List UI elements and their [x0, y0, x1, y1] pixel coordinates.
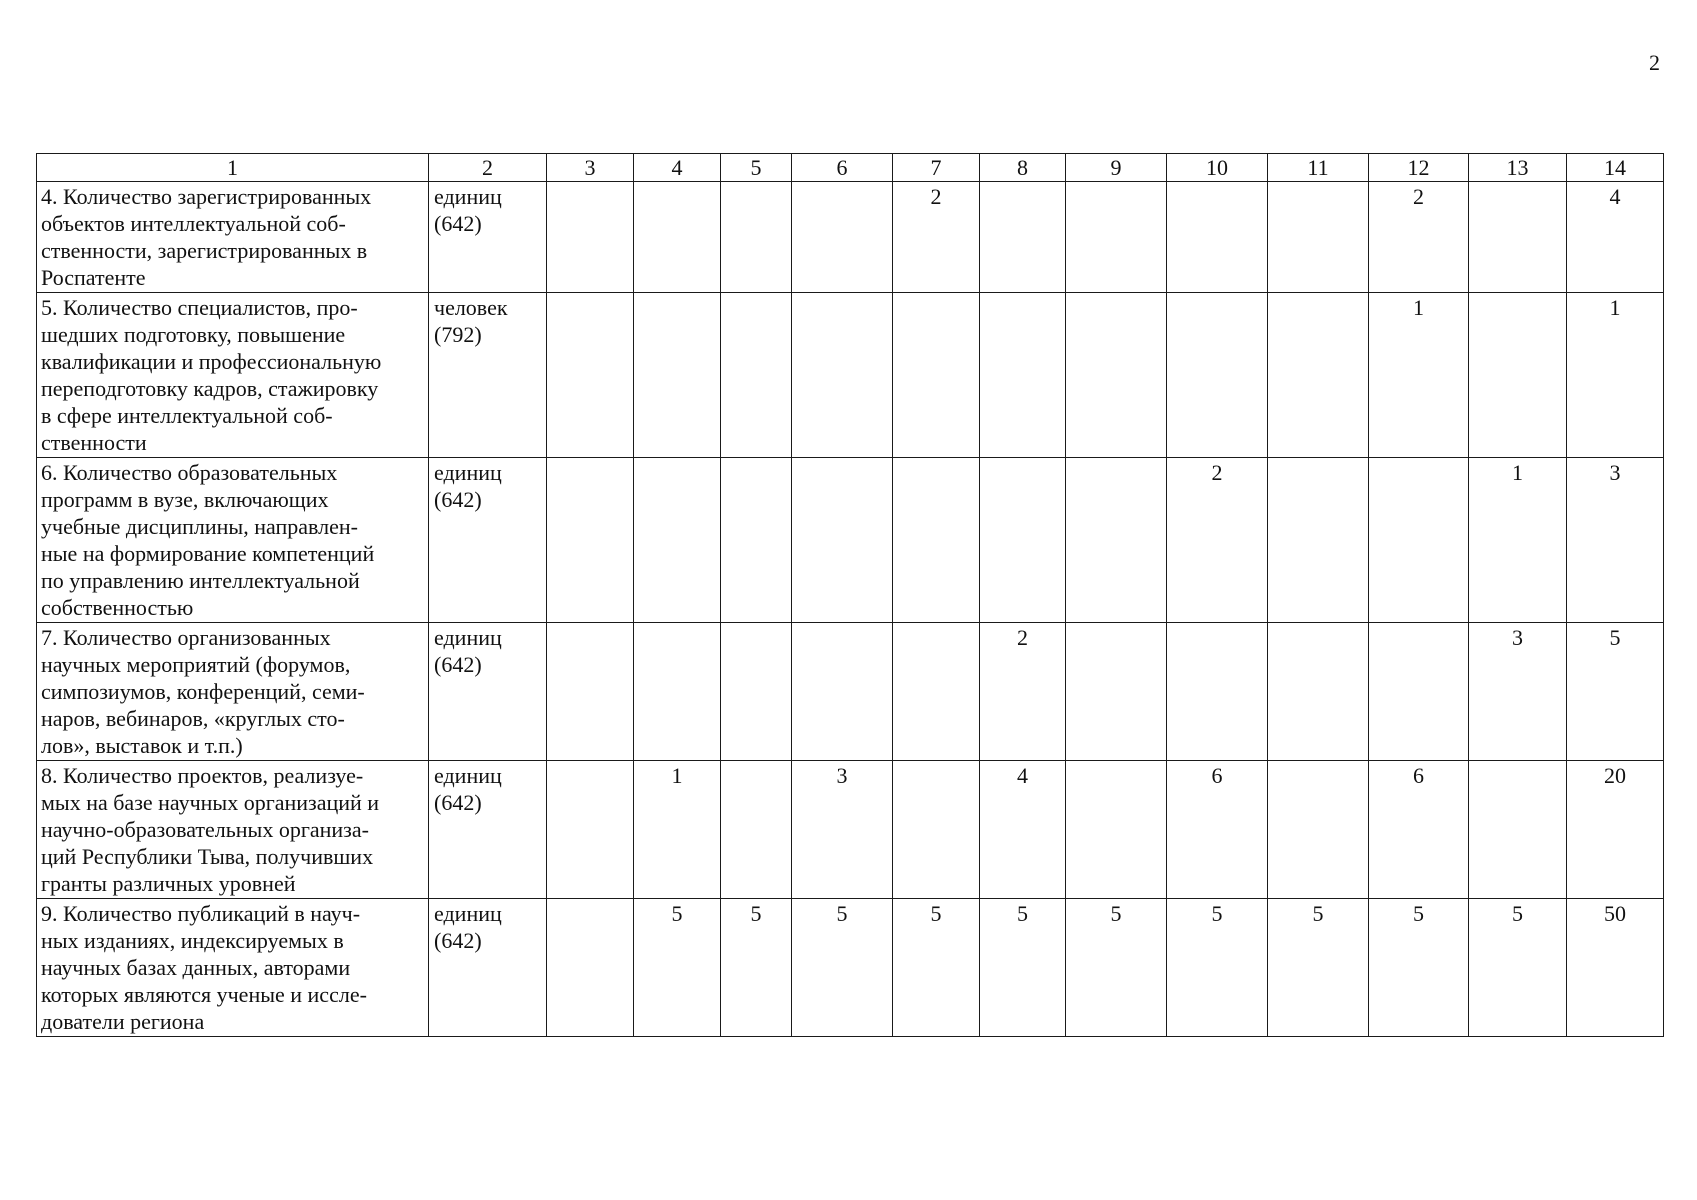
- indicator-name-line: переподготовку кадров, стажировку: [41, 376, 379, 401]
- indicator-name-line: ные на формирование компетенций: [41, 541, 375, 566]
- unit-cell: [429, 623, 547, 761]
- value-cell: [893, 293, 980, 458]
- value-cell: 2: [980, 623, 1066, 761]
- value-cell: 5: [721, 899, 792, 1037]
- indicator-name-line: научных базах данных, авторами: [41, 955, 351, 980]
- unit-label: единиц: [434, 763, 502, 788]
- indicator-name-line: квалификации и профессиональную: [41, 349, 382, 374]
- value-cell: 5: [1066, 899, 1167, 1037]
- value-cell: [980, 293, 1066, 458]
- table-row: [37, 182, 1664, 293]
- value-cell: 2: [893, 182, 980, 293]
- header-row: [37, 154, 1664, 182]
- total-cell: 3: [1567, 458, 1664, 623]
- value-cell: 1: [634, 761, 721, 899]
- unit-label: единиц: [434, 460, 502, 485]
- total-cell: 50: [1567, 899, 1664, 1037]
- value-cell: 5: [1369, 899, 1469, 1037]
- column-header: 2: [429, 154, 547, 182]
- value-cell: [547, 293, 634, 458]
- column-header: 10: [1167, 154, 1268, 182]
- value-cell: [792, 293, 893, 458]
- indicators-table-wrapper: [36, 153, 1661, 1037]
- indicator-name-cell: [37, 623, 429, 761]
- unit-code: (792): [434, 322, 482, 347]
- value-cell: [792, 623, 893, 761]
- value-cell: 5: [1167, 899, 1268, 1037]
- column-header: 3: [547, 154, 634, 182]
- value-cell: 5: [634, 899, 721, 1037]
- value-cell: [1268, 623, 1369, 761]
- indicator-name-line: научно-образовательных организа-: [41, 817, 369, 842]
- page-number: 2: [1649, 50, 1660, 75]
- value-cell: 2: [1369, 182, 1469, 293]
- column-header: 11: [1268, 154, 1369, 182]
- value-cell: [547, 458, 634, 623]
- indicator-name-line: научных мероприятий (форумов,: [41, 652, 351, 677]
- value-cell: [547, 899, 634, 1037]
- column-header: 13: [1469, 154, 1567, 182]
- column-header: 7: [893, 154, 980, 182]
- value-cell: [1369, 458, 1469, 623]
- unit-label: единиц: [434, 901, 502, 926]
- unit-cell: [429, 293, 547, 458]
- indicator-name-line: наров, вебинаров, «круглых сто-: [41, 706, 345, 731]
- table-row: [37, 293, 1664, 458]
- value-cell: [1268, 293, 1369, 458]
- unit-code: (642): [434, 487, 482, 512]
- value-cell: 6: [1167, 761, 1268, 899]
- value-cell: [1066, 182, 1167, 293]
- indicator-name-line: ственности, зарегистрированных в: [41, 238, 368, 263]
- total-cell: 4: [1567, 182, 1664, 293]
- value-cell: 6: [1369, 761, 1469, 899]
- value-cell: 3: [792, 761, 893, 899]
- unit-cell: [429, 899, 547, 1037]
- indicator-name-line: симпозиумов, конференций, семи-: [41, 679, 365, 704]
- indicator-name-line: ций Республики Тыва, получивших: [41, 844, 374, 869]
- column-header: 5: [721, 154, 792, 182]
- unit-cell: [429, 458, 547, 623]
- indicator-name-line: гранты различных уровней: [41, 871, 296, 896]
- value-cell: [721, 623, 792, 761]
- table-row: [37, 899, 1664, 1037]
- table-row: [37, 623, 1664, 761]
- total-cell: 20: [1567, 761, 1664, 899]
- indicator-name-line: 6. Количество образовательных: [41, 460, 338, 485]
- indicator-name-line: 9. Количество публикаций в науч-: [41, 901, 361, 926]
- value-cell: [1469, 182, 1567, 293]
- unit-cell: [429, 182, 547, 293]
- value-cell: 3: [1469, 623, 1567, 761]
- value-cell: 5: [792, 899, 893, 1037]
- indicator-name-cell: [37, 761, 429, 899]
- value-cell: [547, 761, 634, 899]
- value-cell: [980, 182, 1066, 293]
- column-header: 9: [1066, 154, 1167, 182]
- indicator-name-line: ных изданиях, индексируемых в: [41, 928, 344, 953]
- indicator-name-line: ственности: [41, 430, 147, 455]
- value-cell: 5: [1268, 899, 1369, 1037]
- unit-cell: [429, 761, 547, 899]
- indicator-name-line: программ в вузе, включающих: [41, 487, 329, 512]
- value-cell: [721, 293, 792, 458]
- value-cell: 5: [980, 899, 1066, 1037]
- value-cell: [1167, 182, 1268, 293]
- value-cell: [792, 458, 893, 623]
- indicator-name-line: лов», выставок и т.п.): [41, 733, 243, 758]
- total-cell: 5: [1567, 623, 1664, 761]
- column-header: 12: [1369, 154, 1469, 182]
- value-cell: [547, 182, 634, 293]
- value-cell: [1369, 623, 1469, 761]
- indicator-name-cell: [37, 293, 429, 458]
- value-cell: [721, 761, 792, 899]
- value-cell: 5: [893, 899, 980, 1037]
- value-cell: [721, 458, 792, 623]
- indicator-name-line: мых на базе научных организаций и: [41, 790, 380, 815]
- value-cell: 2: [1167, 458, 1268, 623]
- value-cell: [634, 458, 721, 623]
- value-cell: [634, 623, 721, 761]
- column-header: 6: [792, 154, 893, 182]
- indicator-name-line: Роспатенте: [41, 265, 146, 290]
- indicator-name-line: 7. Количество организованных: [41, 625, 331, 650]
- indicator-name-line: 8. Количество проектов, реализуе-: [41, 763, 364, 788]
- indicator-name-cell: [37, 182, 429, 293]
- value-cell: [1167, 293, 1268, 458]
- value-cell: [1066, 293, 1167, 458]
- table-row: [37, 761, 1664, 899]
- table-row: [37, 458, 1664, 623]
- value-cell: [1469, 293, 1567, 458]
- value-cell: 1: [1369, 293, 1469, 458]
- indicator-name-line: в сфере интеллектуальной соб-: [41, 403, 333, 428]
- indicator-name-line: учебные дисциплины, направлен-: [41, 514, 358, 539]
- indicator-name-cell: [37, 458, 429, 623]
- value-cell: [980, 458, 1066, 623]
- value-cell: [1469, 761, 1567, 899]
- unit-code: (642): [434, 211, 482, 236]
- indicators-table: [36, 153, 1664, 1037]
- value-cell: 1: [1469, 458, 1567, 623]
- column-header: 4: [634, 154, 721, 182]
- value-cell: [792, 182, 893, 293]
- unit-code: (642): [434, 652, 482, 677]
- column-header: 14: [1567, 154, 1664, 182]
- indicator-name-line: объектов интеллектуальной соб-: [41, 211, 346, 236]
- value-cell: [1268, 458, 1369, 623]
- unit-label: человек: [434, 295, 508, 320]
- unit-code: (642): [434, 928, 482, 953]
- indicator-name-line: шедших подготовку, повышение: [41, 322, 346, 347]
- indicator-name-line: собственностью: [41, 595, 194, 620]
- value-cell: [721, 182, 792, 293]
- value-cell: [1268, 761, 1369, 899]
- value-cell: [1167, 623, 1268, 761]
- value-cell: [1066, 458, 1167, 623]
- value-cell: [634, 182, 721, 293]
- value-cell: [1066, 623, 1167, 761]
- indicator-name-line: по управлению интеллектуальной: [41, 568, 360, 593]
- total-cell: 1: [1567, 293, 1664, 458]
- value-cell: [893, 761, 980, 899]
- unit-label: единиц: [434, 184, 502, 209]
- value-cell: 5: [1469, 899, 1567, 1037]
- value-cell: [893, 623, 980, 761]
- value-cell: [1268, 182, 1369, 293]
- value-cell: [634, 293, 721, 458]
- indicator-name-line: которых являются ученые и иссле-: [41, 982, 367, 1007]
- column-header: 8: [980, 154, 1066, 182]
- unit-code: (642): [434, 790, 482, 815]
- indicator-name-line: 5. Количество специалистов, про-: [41, 295, 358, 320]
- indicator-name-line: дователи региона: [41, 1009, 205, 1034]
- unit-label: единиц: [434, 625, 502, 650]
- indicator-name-cell: [37, 899, 429, 1037]
- indicator-name-line: 4. Количество зарегистрированных: [41, 184, 372, 209]
- value-cell: [1066, 761, 1167, 899]
- column-header: 1: [37, 154, 429, 182]
- value-cell: [893, 458, 980, 623]
- value-cell: [547, 623, 634, 761]
- value-cell: 4: [980, 761, 1066, 899]
